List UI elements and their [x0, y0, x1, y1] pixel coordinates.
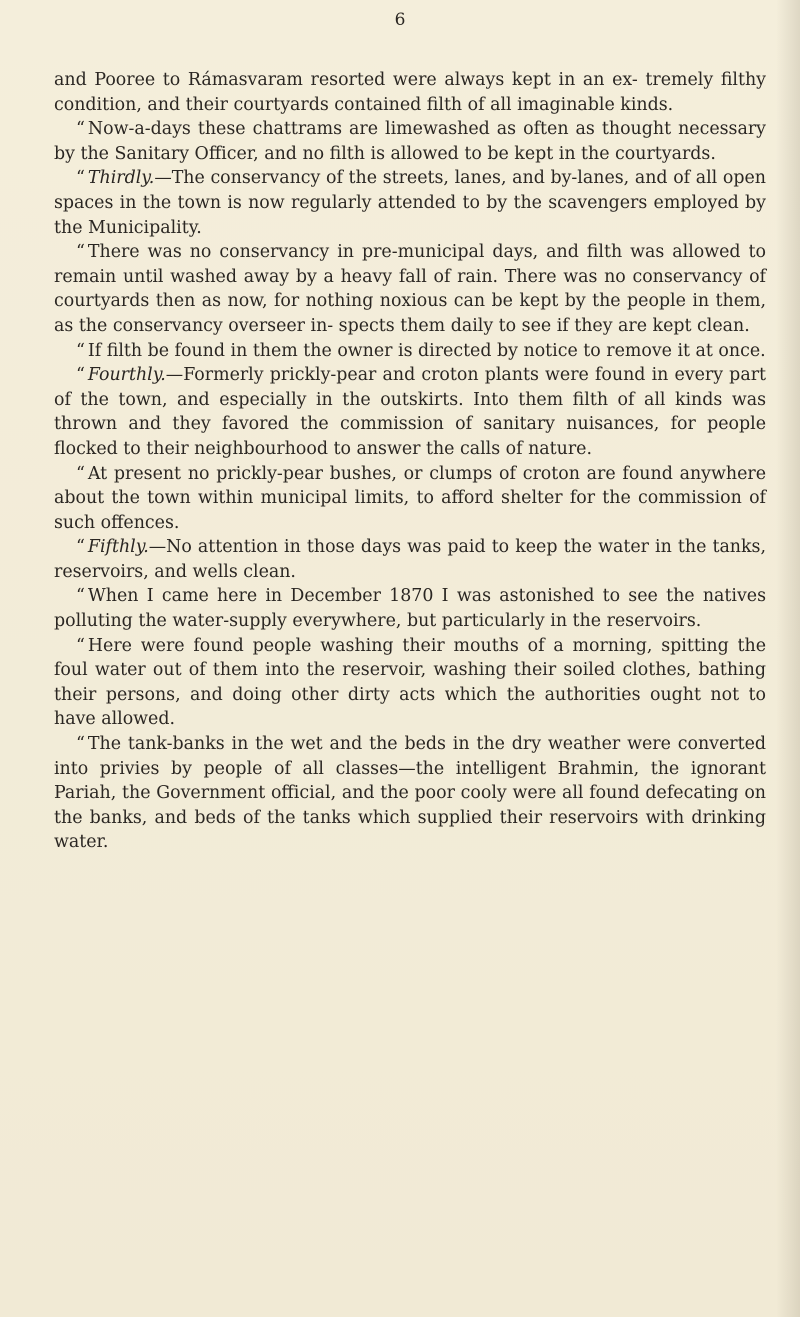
- paragraph-text: The tank-banks in the wet and the beds in the dry weather were converted into privies by people of all classes—the intelligent Brahmin, the ignorant Pariah, the Government official, and the poor cooly were all found defecating on the banks, and beds of the tanks which supplied their reservoirs with drinking water.: [54, 734, 766, 853]
- opening-quote: “: [76, 365, 85, 386]
- section-lead-fifthly: Fifthly.: [87, 537, 149, 558]
- paragraph-2: [54, 117, 766, 166]
- opening-quote: “: [76, 586, 85, 607]
- opening-quote: “: [76, 119, 85, 140]
- page-number: 6: [394, 10, 406, 30]
- opening-quote: “: [76, 463, 85, 484]
- paragraph-text: There was no conservancy in pre-municipal days, and filth was allowed to remain until washed away by a heavy fall of rain. There was no conservancy of courtyards then as now, for nothing noxious can be kept by the people in them, as the conservancy overseer in- spects them daily to see if they are kept clean.: [54, 242, 766, 336]
- paragraph-7: [54, 462, 766, 536]
- paragraph-11: [54, 732, 766, 855]
- paragraph-text: When I came here in December 1870 I was astonished to see the natives polluting the water-supply everywhere, but particularly in the reservoirs.: [54, 586, 766, 632]
- paragraph-9: [54, 584, 766, 633]
- opening-quote: “: [76, 168, 85, 189]
- paragraph-6: [54, 363, 766, 461]
- paragraph-5: [54, 339, 766, 364]
- paragraph-text: —The conservancy of the streets, lanes, and by-lanes, and of all open spaces in the town is now regularly attended to by the scavengers employed by the Municipality.: [54, 168, 766, 238]
- paragraph-text: Now-a-days these chattrams are limewashed as often as thought necessary by the Sanitary Officer, and no filth is allowed to be kept in the courtyards.: [54, 119, 766, 164]
- paragraph-text: Here were found people washing their mouths of a morning, spitting the foul water out of them into the reservoir, washing their soiled clothes, bathing their persons, and doing other dirty acts which the authorities ought not to have allowed.: [54, 635, 766, 730]
- paragraph-8: [54, 535, 766, 584]
- section-lead-fourthly: Fourthly.: [87, 365, 166, 386]
- body-text: [54, 68, 766, 855]
- opening-quote: “: [76, 734, 85, 755]
- paragraph-text: If filth be found in them the owner is directed by notice to remove it at once.: [87, 340, 766, 361]
- paragraph-10: [54, 634, 766, 732]
- opening-quote: “: [76, 635, 85, 656]
- paragraph-text: —Formerly prickly-pear and croton plants were found in every part of the town, and especially in the outskirts. Into them filth of all kinds was thrown and they favored the commission of sanitary nuisances, for people flocked to their neighbourhood to answer the calls of nature.: [54, 365, 766, 459]
- paragraph-4: [54, 240, 766, 338]
- paragraph-3: [54, 166, 766, 240]
- paragraph-1: [54, 68, 766, 117]
- opening-quote: “: [76, 242, 85, 263]
- paragraph-text: —No attention in those days was paid to keep the water in the tanks, reservoirs, and wells clean.: [54, 537, 766, 582]
- section-lead-thirdly: Thirdly.: [87, 168, 155, 189]
- paragraph-text: At present no prickly-pear bushes, or clumps of croton are found anywhere about the town within municipal limits, to afford shelter for the commission of such offences.: [54, 463, 766, 533]
- opening-quote: “: [76, 340, 85, 361]
- opening-quote: “: [76, 537, 85, 558]
- paragraph-text: and Pooree to Rámasvaram resorted were always kept in an ex- tremely filthy condition, and their courtyards contained filth of all imaginable kinds.: [54, 70, 766, 115]
